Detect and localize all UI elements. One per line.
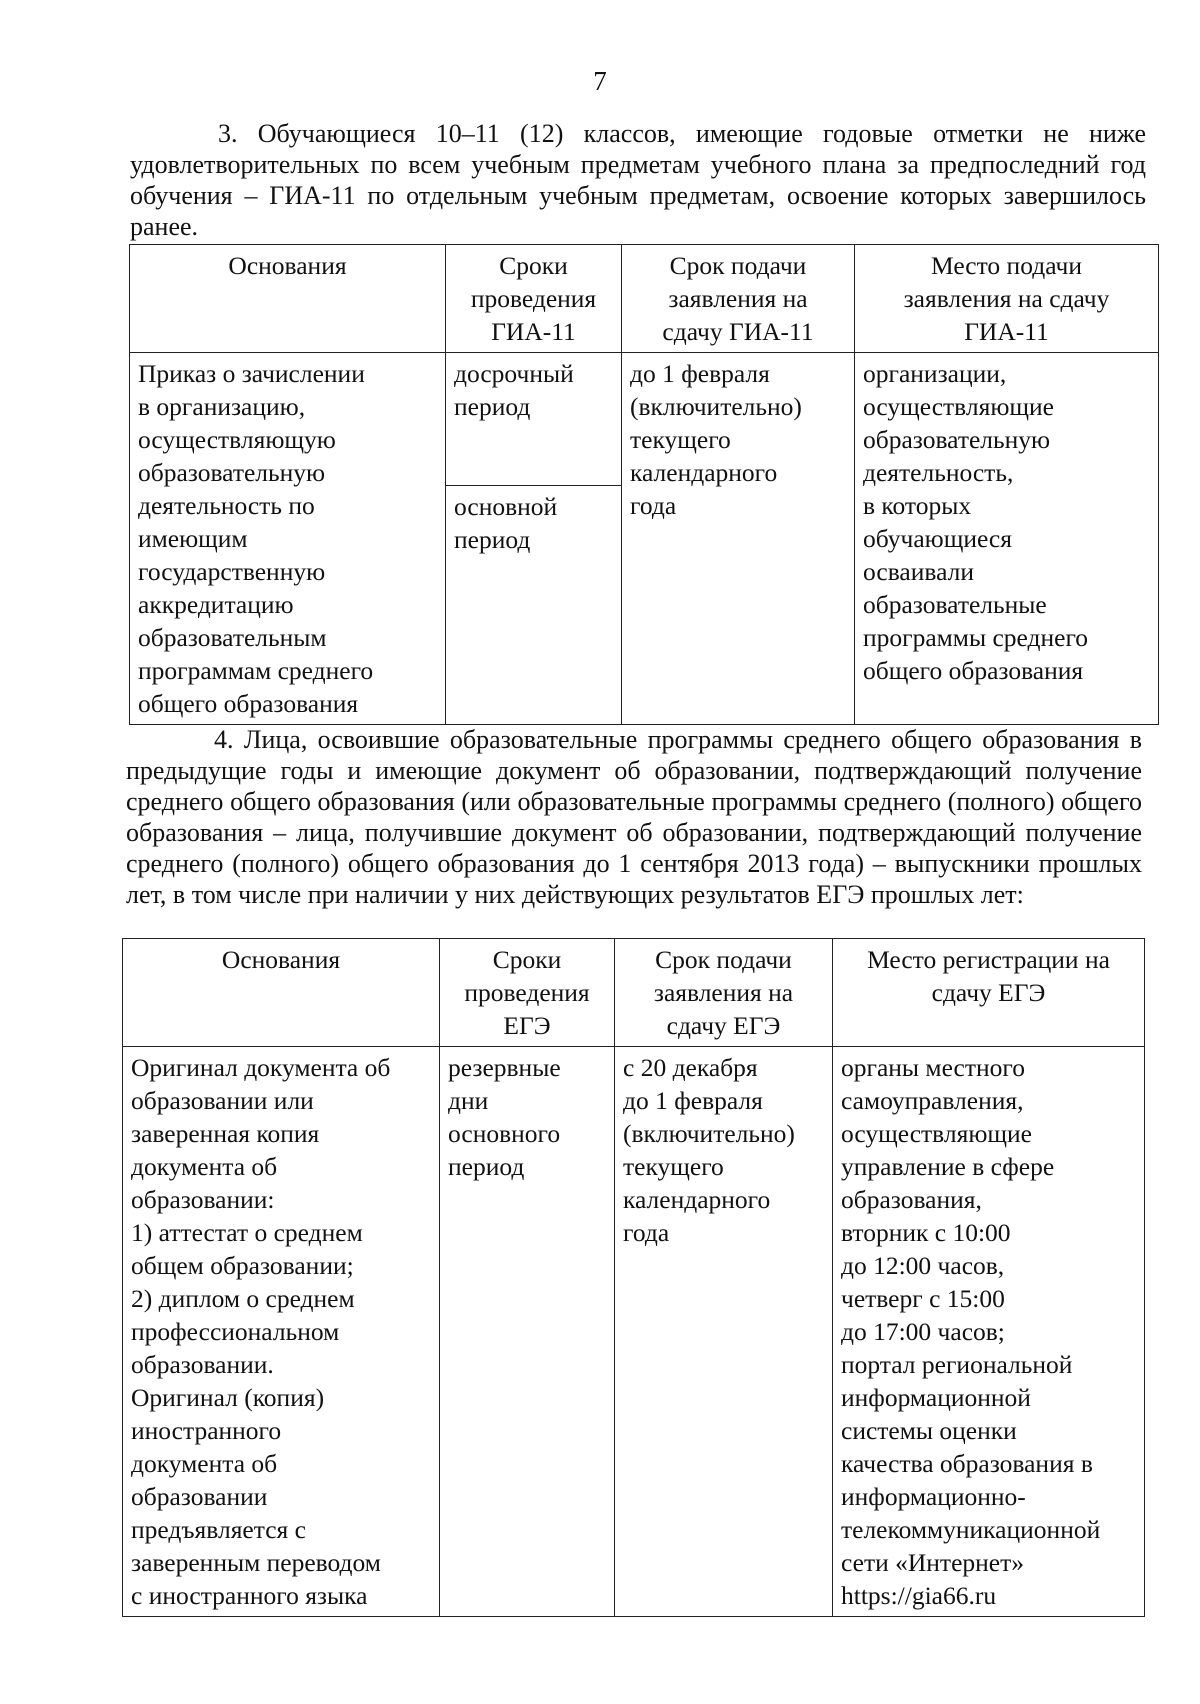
cell-place: организации, осуществляющие образовательную деятельность, в которых обучающиеся осваивали образовательные программы среднего общего образования [855, 353, 1159, 725]
table-header-row [130, 245, 1159, 353]
cell-basis: Приказ о зачислении в организацию, осуществляющую образовательную деятельность по имеющим государственную аккредитацию образовательным программам среднего общего образования [130, 353, 446, 725]
cell-period: резервные дни основного период [440, 1047, 615, 1617]
cell-period-early: досрочный период [446, 353, 622, 486]
cell-deadline: с 20 декабря до 1 февраля (включительно) текущего календарного года [615, 1047, 833, 1617]
header-basis: Основания [123, 939, 440, 1047]
header-period: Сроки проведения ГИА-11 [446, 245, 622, 353]
gia11-schedule-table [129, 244, 1159, 725]
header-period: Сроки проведения ЕГЭ [440, 939, 615, 1047]
page-number: 7 [593, 66, 607, 96]
cell-period-main: основной период [446, 486, 622, 725]
section-4-paragraph: 4. Лица, освоившие образовательные программы среднего общего образования в предыдущие годы и имеющие документ об образовании, подтверждающий получение среднего общего образования (или образовательные программы среднего (полного) общего образования – лица, получившие документ об образовании, подтверждающий получение среднего (полного) общего образования до 1 сентября 2013 года) – выпускники прошлых лет, в том числе при наличии у них действующих результатов ЕГЭ прошлых лет: [126, 725, 1142, 909]
ege-schedule-table [122, 938, 1145, 1617]
header-place: Место подачи заявления на сдачу ГИА-11 [855, 245, 1159, 353]
header-place: Место регистрации на сдачу ЕГЭ [833, 939, 1145, 1047]
section-3-paragraph: 3. Обучающиеся 10–11 (12) классов, имеющие годовые отметки не ниже удовлетворительных по всем учебным предметам учебного плана за предпоследний год обучения – ГИА-11 по отдельным учебным предметам, освоение которых завершилось ранее. [130, 119, 1146, 241]
table-row [130, 353, 1159, 486]
header-deadline: Срок подачи заявления на сдачу ГИА-11 [622, 245, 855, 353]
cell-basis: Оригинал документа об образовании или заверенная копия документа об образовании: 1) аттестат о среднем общем образовании; 2) диплом о среднем профессиональном образовании. Оригинал (копия) иностранного документа об образовании предъявляется с заверенным переводом с иностранного языка [123, 1047, 440, 1617]
cell-place: органы местного самоуправления, осуществляющие управление в сфере образования, вторник с 10:00 до 12:00 часов, четверг с 15:00 до 17:00 часов; портал региональной информационной системы оценки качества образования в информационно- телекоммуникационной сети «Интернет» https://gia66.ru [833, 1047, 1145, 1617]
header-deadline: Срок подачи заявления на сдачу ЕГЭ [615, 939, 833, 1047]
table-header-row [123, 939, 1145, 1047]
cell-deadline: до 1 февраля (включительно) текущего календарного года [622, 353, 855, 725]
table-row [123, 1047, 1145, 1617]
header-basis: Основания [130, 245, 446, 353]
